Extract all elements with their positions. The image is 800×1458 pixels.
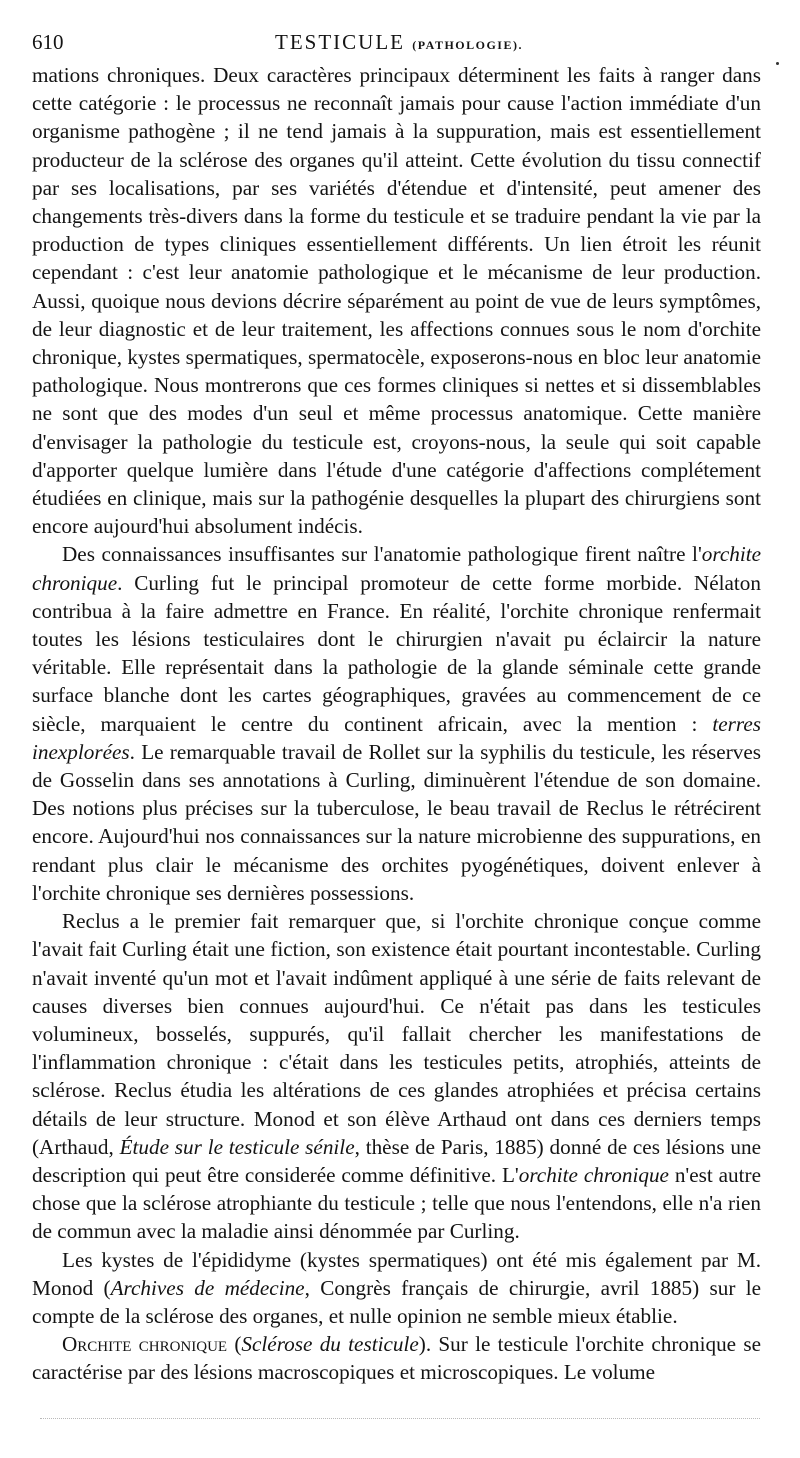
running-title-section: (PATHOLOGIE).	[412, 38, 523, 52]
running-head	[32, 30, 766, 58]
paragraph-3: Reclus a le premier fait remarquer que, si l'orchite chronique conçue comme l'avait fait Curling était une fiction, son existence était pourtant incontestable. Curling n'avait inventé qu'un mot et l'avait indûment appliqué à une série de faits relevant de causes diverses bien connues aujourd'hui. Ce n'était pas dans les testicules volumineux, bosselés, suppurés, qu'il fallait chercher les manifestations de l'inflammation chronique : c'était dans les testicules petits, atrophiés, atteints de sclérose. Reclus étudia les altérations de ces glandes atrophiées et précisa certains détails de leur structure. Monod et son élève Arthaud ont dans ces derniers temps (Arthaud, Étude sur le testicule sénile, thèse de Paris, 1885) donné de ces lésions une description qui peut être considerée comme définitive. L'orchite chronique n'est autre chose que la sclérose atrophiante du testicule ; telle que nous l'entendons, elle n'a rien de commun avec la maladie ainsi dénommée par Curling.	[32, 909, 761, 1244]
italic-term: orchite chronique	[32, 542, 761, 595]
running-title-main: TESTICULE	[275, 30, 405, 54]
paragraph-1: mations chroniques. Deux caractères principaux déterminent les faits à ranger dans cette catégorie : le processus ne reconnaît jamais pour cause l'action immédiate d'un organisme pathogène ; il ne tend jamais à la suppuration, mais est essentiellement producteur de la sclérose des organes qu'il atteint. Cette évolution du tissu connectif par ses localisations, par ses variétés d'étendue et d'intensité, peut amener des changements très-divers dans la forme du testicule et se traduire pendant la vie par la production de types cliniques essentiellement différents. Un lien étroit les réunit cependant : c'est leur anatomie pathologique et le mécanisme de leur production. Aussi, quoique nous devions décrire séparément au point de vue de leurs symptômes, de leur diagnostic et de leur traitement, les affections connues sous le nom d'orchite chronique, kystes spermatiques, spermatocèle, exposerons-nous en bloc leur anatomie pathologique. Nous montrerons que ces formes cliniques si nettes et si dissemblables ne sont que des modes d'un seul et même processus anatomique. Cette manière d'envisager la pathologie du testicule est, croyons-nous, la seule qui soit capable d'apporter quelque lumière dans l'étude d'une catégorie d'affections complétement étudiées en clinique, mais sur la pathogénie desquelles la plupart des chirurgiens sont encore aujourd'hui absolument indécis.	[32, 63, 761, 539]
margin-dot	[776, 62, 779, 65]
italic-citation: Archives de médecine	[110, 1275, 305, 1300]
section-heading-subtitle: Sclérose du testicule	[241, 1332, 419, 1357]
paragraph-5: Orchite chronique (Sclérose du testicule). Sur le testicule l'orchite chronique se caractérise par des lésions macroscopiques et microscopiques. Le volume	[32, 1332, 762, 1385]
paragraph-4: Les kystes de l'épididyme (kystes spermatiques) ont été mis également par M. Monod (Archives de médecine, Congrès français de chirurgie, avril 1885) sur le compte de la sclérose des organes, et nulle opinion ne semble mieux établie.	[32, 1247, 761, 1328]
page-number: 610	[32, 30, 64, 54]
italic-term: terres inexplorées	[32, 711, 761, 764]
italic-term: orchite chronique	[518, 1162, 669, 1187]
running-title	[32, 30, 766, 55]
paragraph-2: Des connaissances insuffisantes sur l'anatomie pathologique firent naître l'orchite chronique. Curling fut le principal promoteur de cette forme morbide. Nélaton contribua à la faire admettre en France. En réalité, l'orchite chronique renfermait toutes les lésions testiculaires dont le chirurgien n'avait pu éclaircir la nature véritable. Elle représentait dans la pathologie de la glande séminale cette grande surface blanche dont les cartes géographiques, gravées au commencement de ce siècle, marquaient le centre du continent africain, avec la mention : terres inexplorées. Le remarquable travail de Rollet sur la syphilis du testicule, les réserves de Gosselin dans ses annotations à Curling, diminuèrent l'étendue de son domaine. Des notions plus précises sur la tuberculose, le beau travail de Reclus le rétrécirent encore. Aujourd'hui nos connaissances sur la nature microbienne des suppurations, en rendant plus clair le mécanisme des orchites pyogénétiques, doivent enlever à l'orchite chronique ses dernières possessions.	[32, 542, 761, 905]
footer-rule	[40, 1418, 760, 1419]
section-heading: Orchite chronique	[62, 1332, 228, 1357]
body-text	[32, 61, 761, 1387]
italic-citation: Étude sur le testicule sénile	[119, 1134, 355, 1159]
